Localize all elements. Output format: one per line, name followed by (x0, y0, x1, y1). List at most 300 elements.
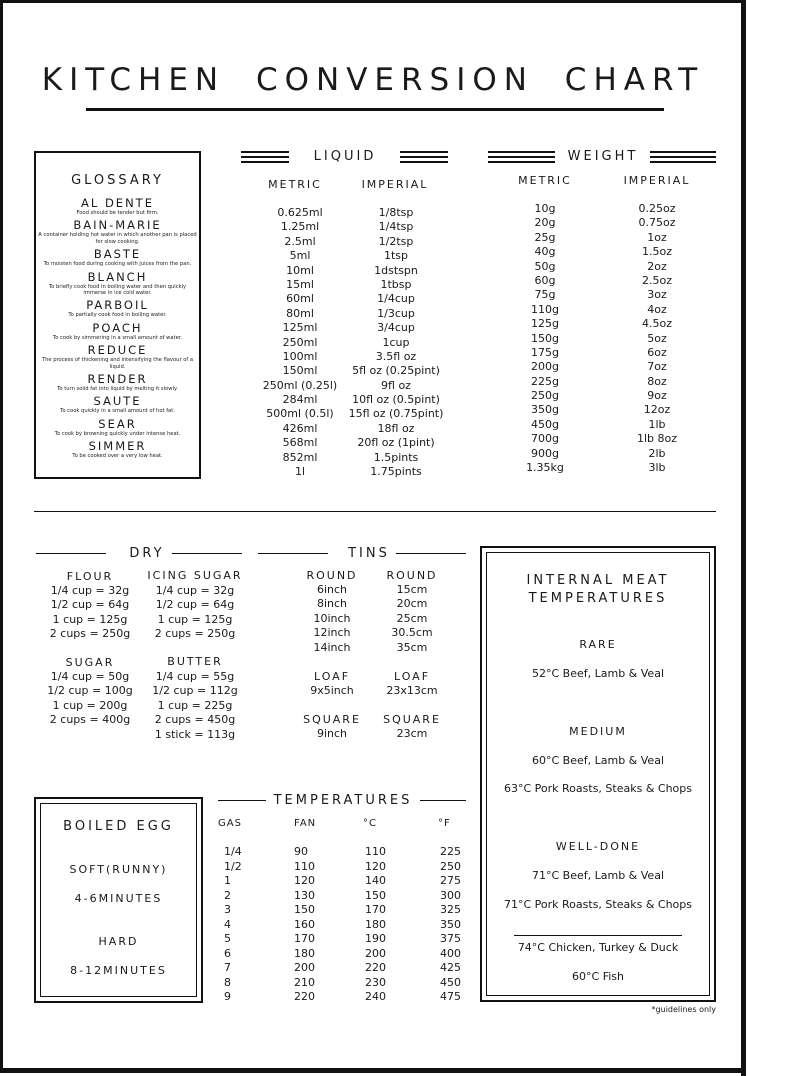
tins-square-table (292, 727, 452, 741)
liquid-row (245, 264, 465, 278)
liquid-row-metric: 5ml (289, 249, 311, 263)
weight-row-metric: 175g (531, 345, 559, 359)
temps-row (218, 961, 468, 976)
temps-cell: 5 (224, 932, 231, 945)
temps-cell: 140 (365, 874, 386, 887)
sugar-row: 1 cup = 200g (52, 698, 128, 712)
liquid-row (245, 336, 465, 350)
frame-left (0, 0, 3, 1073)
sugar-label: SUGAR (65, 656, 115, 669)
weight-row (500, 447, 702, 461)
glossary-term: AL DENTE (81, 196, 154, 210)
footnote: *guidelines only (651, 1005, 716, 1014)
tins-round-table (292, 583, 452, 655)
sugar-row: 1/4 cup = 50g (50, 670, 130, 683)
temps-row (218, 932, 468, 947)
tins-round-row (292, 612, 452, 626)
temps-cell: 160 (294, 917, 315, 931)
butter-row: 1/2 cup = 112g (152, 684, 238, 698)
weight-row (500, 303, 702, 317)
liquid-heading: LIQUID (313, 149, 377, 164)
weight-row-imperial: 1lb (648, 417, 666, 431)
temps-row (218, 990, 468, 1005)
tins-round-row (292, 626, 452, 640)
weight-row (500, 332, 702, 346)
title-underline (86, 108, 664, 111)
frame-right (741, 0, 746, 1076)
liquid-row-metric: 60ml (286, 292, 314, 306)
weight-row (500, 403, 702, 417)
meat-heading-line1: INTERNAL MEAT (526, 573, 670, 588)
weight-row-metric: 40g (534, 245, 556, 259)
weight-row (500, 260, 702, 274)
tins-round-row-metric: 10inch (313, 611, 351, 625)
temps-rule-left (218, 800, 266, 801)
liquid-row (245, 206, 465, 220)
glossary-term: SIMMER (88, 439, 147, 454)
butter-row: 1/4 cup = 55g (155, 670, 235, 683)
liquid-row-metric: 852ml (282, 450, 318, 464)
liquid-row-metric: 250ml (282, 335, 318, 349)
liquid-col-metric: METRIC (268, 178, 322, 191)
weight-row-imperial: 1lb 8oz (636, 432, 678, 446)
boiled-egg-box (34, 797, 203, 1003)
dry-rule-right (172, 553, 242, 554)
tins-loaf-row-metric: 9x5inch (310, 684, 354, 697)
temps-cell: 240 (365, 990, 386, 1003)
temps-row (218, 976, 468, 991)
liquid-row-metric: 500ml (0.5l) (266, 407, 334, 421)
liquid-col-imperial: IMPERIAL (361, 178, 429, 191)
icing-sugar-row: 1/2 cup = 64g (155, 598, 235, 612)
liquid-row (245, 451, 465, 465)
weight-row-metric: 350g (531, 403, 559, 417)
weight-row-imperial: 7oz (647, 360, 667, 374)
liquid-row-metric: 150ml (282, 364, 318, 378)
tins-square-label-in: SQUARE (303, 713, 361, 726)
temps-row (218, 947, 468, 962)
butter-label: BUTTER (167, 655, 223, 668)
weight-row (500, 461, 702, 475)
glossary-heading: GLOSSARY (71, 173, 164, 188)
egg-hard-time: 8-12MINUTES (70, 964, 167, 977)
liquid-row-imperial: 1dstspn (374, 263, 418, 277)
liquid-row-imperial: 3.5fl oz (375, 349, 417, 363)
weight-row-imperial: 4.5oz (642, 317, 672, 331)
liquid-row-metric: 426ml (282, 421, 318, 435)
tins-round-label-in: ROUND (306, 569, 358, 582)
liquid-row-imperial: 1/4cup (377, 292, 415, 306)
glossary-definition: Food should be tender but firm. (76, 210, 159, 216)
weight-row-metric: 110g (531, 302, 559, 316)
weight-row-metric: 900g (531, 446, 559, 460)
tins-loaf-row-imperial: 23x13cm (386, 684, 438, 697)
icing-sugar-row: 1/4 cup = 32g (155, 584, 235, 597)
liquid-rule-right (400, 151, 448, 163)
liquid-row-imperial: 1/4tsp (378, 220, 414, 234)
glossary-definition: To briefly cook food in boiling water and then quickly immerse in ice cold water. (48, 283, 187, 297)
glossary-definition: To cook by browning quickly under intense heat. (54, 430, 181, 437)
weight-row-imperial: 1oz (647, 230, 667, 244)
flour-row: 1/2 cup = 64g (50, 598, 130, 612)
flour-label: FLOUR (66, 570, 114, 583)
temps-cell: 325 (440, 903, 461, 916)
weight-row-imperial: 0.75oz (638, 216, 676, 230)
liquid-row-imperial: 1.75pints (370, 465, 422, 479)
weight-col-imperial: IMPERIAL (623, 174, 691, 187)
meat-welldone-beef: 71°C Beef, Lamb & Veal (532, 869, 664, 882)
temps-cell: 180 (365, 917, 386, 931)
glossary-term: POACH (92, 320, 143, 335)
butter-row: 2 cups = 450g (154, 713, 236, 727)
sugar-list (40, 670, 140, 728)
glossary-definition: To cook quickly in a small amount of hot fat. (60, 408, 175, 415)
liquid-row-metric: 15ml (286, 277, 314, 291)
liquid-row-imperial: 5fl oz (0.25pint) (352, 364, 440, 378)
dry-heading: DRY (129, 546, 165, 561)
section-divider (34, 511, 716, 512)
weight-row-metric: 225g (531, 374, 559, 388)
liquid-row-imperial: 18fl oz (377, 421, 415, 435)
tins-round-row-metric: 12inch (313, 626, 351, 640)
tins-square-label-cm: SQUARE (383, 713, 441, 726)
liquid-row (245, 350, 465, 364)
meat-medium-label: MEDIUM (569, 725, 627, 738)
liquid-row (245, 307, 465, 321)
weight-row-imperial: 12oz (643, 403, 671, 417)
liquid-row (245, 220, 465, 234)
liquid-row-metric: 284ml (282, 393, 318, 407)
butter-list (145, 670, 245, 742)
temps-cell: 170 (294, 932, 315, 945)
weight-row (500, 245, 702, 259)
glossary-definition: To partially cook food in boiling water. (68, 312, 167, 319)
weight-row-metric: 75g (534, 288, 556, 302)
temps-cell: 180 (294, 946, 315, 960)
egg-hard-label: HARD (98, 935, 139, 948)
flour-list (40, 584, 140, 642)
temps-cell: 2 (224, 888, 231, 902)
weight-row (500, 274, 702, 288)
weight-row-imperial: 3oz (647, 288, 667, 302)
temps-cell: 210 (294, 975, 315, 989)
liquid-row-imperial: 15fl oz (0.75pint) (348, 407, 444, 421)
liquid-row-imperial: 1/2tsp (378, 234, 414, 248)
liquid-row-metric: 100ml (282, 349, 318, 363)
weight-row (500, 317, 702, 331)
meat-welldone-label: WELL-DONE (555, 840, 641, 853)
weight-row-imperial: 6oz (647, 345, 667, 359)
tins-round-row-imperial: 35cm (396, 640, 428, 654)
tins-loaf-table (292, 684, 452, 698)
tins-rule-left (258, 553, 328, 554)
temps-cell: 350 (440, 917, 461, 931)
weight-row (500, 389, 702, 403)
tins-square-row (292, 727, 452, 741)
weight-row-metric: 200g (531, 360, 559, 374)
temps-cell: 4 (224, 917, 231, 931)
meat-medium-beef: 60°C Beef, Lamb & Veal (532, 754, 664, 767)
liquid-row-imperial: 1tbsp (380, 277, 412, 291)
weight-row-imperial: 2oz (647, 259, 667, 273)
temps-cell: 475 (440, 990, 461, 1003)
liquid-row-metric: 2.5ml (284, 234, 316, 248)
weight-row-metric: 150g (531, 331, 559, 345)
temps-cell: 110 (365, 845, 386, 858)
weight-row (500, 375, 702, 389)
liquid-row (245, 436, 465, 450)
glossary-term: BASTE (93, 247, 142, 262)
tins-round-row-metric: 14inch (313, 640, 351, 654)
weight-row-imperial: 2.5oz (642, 273, 672, 287)
tins-loaf-row (292, 684, 452, 698)
tins-round-row-imperial: 25cm (396, 611, 428, 625)
liquid-row-metric: 10ml (286, 263, 314, 277)
weight-row-metric: 1.35kg (526, 461, 564, 475)
flour-row: 1/4 cup = 32g (50, 584, 130, 597)
page-title: KITCHEN CONVERSION CHART (41, 62, 705, 98)
liquid-row-imperial: 20fl oz (1pint) (357, 436, 435, 450)
liquid-row (245, 292, 465, 306)
liquid-table (245, 206, 465, 479)
weight-row-metric: 50g (534, 259, 556, 273)
tins-round-row (292, 597, 452, 611)
frame-top (0, 0, 746, 3)
weight-row-metric: 20g (534, 216, 556, 230)
liquid-row-imperial: 3/4cup (377, 321, 415, 335)
tins-round-row-metric: 6inch (316, 583, 348, 596)
weight-row-imperial: 4oz (647, 302, 667, 316)
weight-row (500, 288, 702, 302)
weight-row-imperial: 5oz (647, 331, 667, 345)
temps-cell: 375 (440, 932, 461, 945)
temps-col-header: FAN (294, 818, 317, 829)
weight-row (500, 432, 702, 446)
temps-cell: 1 (224, 874, 231, 887)
tins-square-row-imperial: 23cm (396, 727, 428, 740)
temps-row (218, 874, 468, 889)
liquid-row (245, 393, 465, 407)
dry-rule-left (36, 553, 106, 554)
liquid-row (245, 364, 465, 378)
weight-row (500, 418, 702, 432)
temps-cell: 1/4 (224, 845, 242, 858)
weight-rule-left (488, 151, 555, 163)
butter-row: 1 cup = 225g (157, 698, 233, 712)
weight-rule-right (650, 151, 716, 163)
flour-row: 2 cups = 250g (49, 627, 131, 641)
temps-cell: 230 (365, 975, 386, 989)
weight-row-imperial: 1.5oz (642, 245, 672, 259)
weight-row-imperial: 9oz (647, 389, 667, 403)
tins-round-row-imperial: 30.5cm (391, 626, 433, 640)
temps-cell: 7 (224, 961, 231, 974)
meat-fish: 60°C Fish (572, 970, 624, 983)
weight-row (500, 346, 702, 360)
temps-cell: 225 (440, 845, 461, 858)
liquid-row-imperial: 9fl oz (381, 378, 411, 392)
temps-cell: 8 (224, 975, 231, 989)
glossary-definition: A container holding hot water in which another pan is placed for slow cooking. (38, 232, 197, 245)
egg-soft-label: SOFT(RUNNY) (69, 863, 168, 876)
temps-col-header: °F (438, 818, 451, 829)
egg-heading: BOILED EGG (63, 819, 174, 834)
weight-row-imperial: 0.25oz (638, 202, 676, 215)
weight-row-imperial: 8oz (647, 374, 667, 388)
liquid-row-imperial: 1/8tsp (378, 206, 414, 219)
glossary-definition: The process of thickening and intensifying the flavour of a liquid. (41, 357, 194, 370)
temps-cell: 120 (365, 859, 386, 873)
temps-cell: 6 (224, 946, 231, 960)
temps-cell: 120 (294, 874, 315, 887)
flour-row: 1 cup = 125g (52, 612, 128, 626)
temps-cell: 110 (294, 859, 315, 873)
liquid-row-imperial: 1cup (382, 335, 410, 349)
weight-row (500, 360, 702, 374)
liquid-row (245, 321, 465, 335)
glossary-term: SAUTE (93, 394, 142, 409)
weight-row-metric: 25g (534, 230, 556, 244)
butter-row: 1 stick = 113g (154, 727, 236, 741)
meat-welldone-pork: 71°C Pork Roasts, Steaks & Chops (504, 898, 692, 911)
glossary-term: BAIN-MARIE (73, 218, 162, 233)
temps-cell: 190 (365, 932, 386, 945)
icing-sugar-row: 1 cup = 125g (157, 612, 233, 626)
temps-heading: TEMPERATURES (273, 793, 413, 808)
liquid-row (245, 407, 465, 421)
weight-col-metric: METRIC (518, 174, 572, 187)
meat-divider (514, 935, 682, 936)
temps-row (218, 889, 468, 904)
meat-rare-label: RARE (579, 638, 617, 651)
glossary-term: RENDER (87, 372, 148, 387)
liquid-row (245, 379, 465, 393)
temps-cell: 425 (440, 961, 461, 974)
liquid-row-metric: 1.25ml (280, 220, 320, 234)
temps-row (218, 903, 468, 918)
liquid-row-metric: 0.625ml (277, 206, 323, 219)
temps-cell: 3 (224, 903, 231, 916)
icing-sugar-label: ICING SUGAR (147, 569, 243, 582)
liquid-row-metric: 568ml (282, 436, 318, 450)
icing-sugar-list (145, 584, 245, 642)
weight-row-metric: 60g (534, 273, 556, 287)
liquid-row-imperial: 1.5pints (373, 450, 419, 464)
liquid-row-metric: 80ml (286, 306, 314, 320)
meat-poultry: 74°C Chicken, Turkey & Duck (517, 941, 679, 954)
temps-rule-right (420, 800, 466, 801)
glossary-definition: To be cooked over a very low heat. (72, 453, 163, 460)
weight-row-metric: 450g (531, 417, 559, 431)
glossary-term: REDUCE (87, 343, 148, 358)
tins-loaf-label-in: LOAF (313, 670, 351, 683)
frame-bottom (0, 1068, 746, 1073)
liquid-row (245, 465, 465, 479)
temps-col-header: °C (363, 818, 377, 829)
tins-loaf-label-cm: LOAF (393, 670, 431, 683)
glossary-box (34, 151, 201, 479)
temps-cell: 90 (294, 845, 308, 858)
weight-row (500, 202, 702, 216)
liquid-row (245, 235, 465, 249)
liquid-row-metric: 1l (294, 465, 306, 479)
weight-row-metric: 125g (531, 317, 559, 331)
temps-cell: 200 (365, 946, 386, 960)
liquid-row (245, 422, 465, 436)
glossary-definition: To cook by simmering in a small amount of water. (52, 334, 183, 341)
temps-cell: 150 (294, 903, 315, 916)
weight-row-imperial: 3lb (648, 461, 666, 475)
meat-heading-line2: TEMPERATURES (528, 591, 668, 606)
temps-cell: 450 (440, 975, 461, 989)
sugar-row: 2 cups = 400g (49, 713, 131, 727)
liquid-row-imperial: 10fl oz (0.5pint) (352, 393, 440, 407)
tins-round-row-imperial: 20cm (396, 597, 428, 611)
temps-cell: 400 (440, 946, 461, 960)
temps-cell: 275 (440, 874, 461, 887)
icing-sugar-row: 2 cups = 250g (154, 627, 236, 641)
temps-cell: 9 (224, 990, 231, 1003)
liquid-row (245, 249, 465, 263)
weight-row-metric: 250g (531, 389, 559, 403)
temps-cell: 220 (294, 990, 315, 1003)
temps-cell: 250 (440, 859, 461, 873)
tins-round-row (292, 641, 452, 655)
temps-cell: 150 (365, 888, 386, 902)
temps-row (218, 845, 468, 860)
tins-round-row-metric: 8inch (316, 597, 348, 611)
liquid-row-metric: 125ml (282, 321, 318, 335)
weight-row-metric: 10g (534, 202, 556, 215)
weight-row (500, 231, 702, 245)
glossary-list (38, 194, 197, 460)
glossary-definition: To moisten food during cooking with juices from the pan. (43, 261, 192, 268)
egg-soft-time: 4-6MINUTES (74, 892, 163, 905)
glossary-term: BLANCH (87, 269, 148, 284)
tins-square-row-metric: 9inch (316, 727, 348, 740)
weight-heading: WEIGHT (567, 149, 639, 164)
liquid-row (245, 278, 465, 292)
temps-table (218, 845, 468, 1005)
meat-rare-beef: 52°C Beef, Lamb & Veal (532, 667, 664, 680)
tins-heading: TINS (348, 546, 390, 561)
tins-round-row-imperial: 15cm (396, 583, 428, 596)
temps-row (218, 860, 468, 875)
temps-cell: 200 (294, 961, 315, 974)
temps-col-header: GAS (218, 818, 242, 829)
weight-row (500, 216, 702, 230)
tins-round-row (292, 583, 452, 597)
temps-cell: 300 (440, 888, 461, 902)
sugar-row: 1/2 cup = 100g (47, 684, 133, 698)
liquid-row-metric: 250ml (0.25l) (262, 378, 338, 392)
weight-row-metric: 700g (531, 432, 559, 446)
glossary-definition: To turn solid fat into liquid by melting it slowly. (57, 386, 178, 393)
meat-temps-box (480, 546, 716, 1002)
temps-row (218, 918, 468, 933)
liquid-row-imperial: 1tsp (383, 249, 409, 263)
liquid-row-imperial: 1/3cup (377, 306, 415, 320)
temps-cell: 170 (365, 903, 386, 916)
meat-medium-pork: 63°C Pork Roasts, Steaks & Chops (504, 782, 692, 795)
liquid-rule-left (241, 151, 289, 163)
weight-table (500, 202, 702, 475)
glossary-term: SEAR (98, 416, 137, 431)
glossary-term: PARBOIL (86, 298, 149, 313)
weight-row-imperial: 2lb (648, 446, 666, 460)
temps-cell: 220 (365, 961, 386, 974)
temps-cell: 1/2 (224, 859, 242, 873)
